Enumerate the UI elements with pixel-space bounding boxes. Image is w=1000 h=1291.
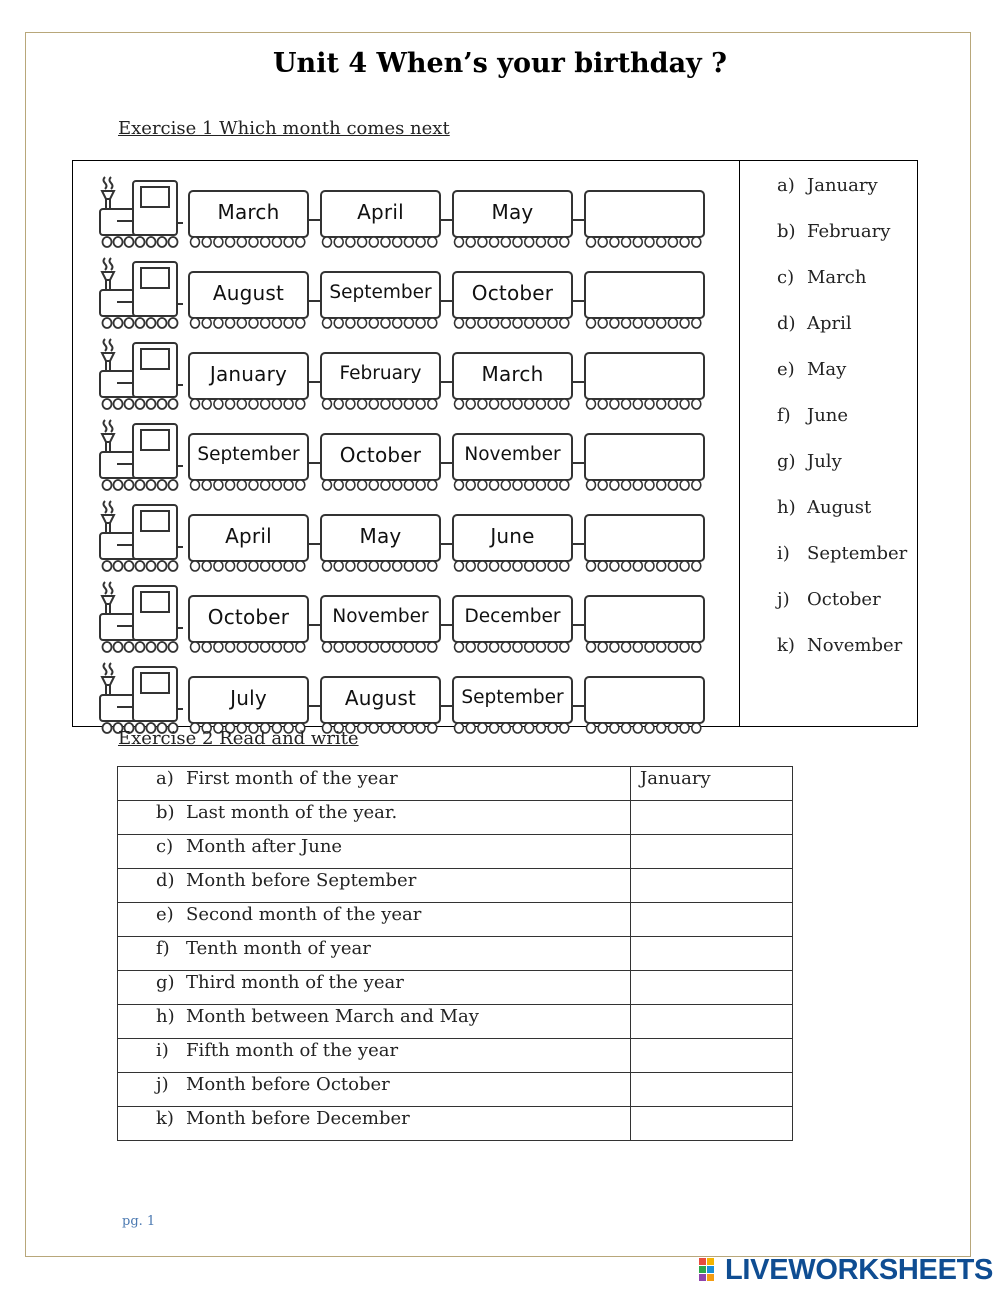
wagon-label: October xyxy=(207,605,290,629)
train-row xyxy=(97,499,717,563)
train-engine-icon xyxy=(97,418,183,494)
wagon-coupler xyxy=(573,624,585,626)
question-letter: i) xyxy=(156,1040,169,1061)
month-wagon xyxy=(320,676,441,724)
question-text: Month before December xyxy=(186,1108,410,1129)
month-option xyxy=(777,589,907,635)
option-text: April xyxy=(807,313,852,334)
month-option xyxy=(777,313,907,359)
answer-cell[interactable] xyxy=(631,903,793,937)
wagon-wheels-icon xyxy=(584,723,705,735)
brand-footer[interactable] xyxy=(698,1252,993,1288)
wagon-wheels-icon xyxy=(584,561,705,573)
train-engine-icon xyxy=(97,256,183,332)
month-wagon xyxy=(188,271,309,319)
month-option xyxy=(777,267,907,313)
answer-wagon[interactable] xyxy=(584,595,705,643)
option-letter: d) xyxy=(777,313,796,334)
answer-cell[interactable] xyxy=(631,1039,793,1073)
wagon-wheels-icon xyxy=(452,561,573,573)
month-wagon xyxy=(188,514,309,562)
wagon-coupler xyxy=(441,624,453,626)
wagon-wheels-icon xyxy=(188,480,309,492)
liveworksheets-logo-icon xyxy=(698,1256,722,1284)
wagon-wheels-icon xyxy=(584,237,705,249)
wagon-label: August xyxy=(212,281,285,305)
wagon-wheels-icon xyxy=(452,237,573,249)
question-cell xyxy=(118,1005,631,1039)
table-row xyxy=(118,1073,793,1107)
wagon-coupler xyxy=(573,381,585,383)
wagon-wheels-icon xyxy=(320,318,441,330)
wagon-label: August xyxy=(344,686,417,710)
wagon-label: April xyxy=(357,200,404,224)
month-option xyxy=(777,405,907,451)
train-row xyxy=(97,337,717,401)
answer-wagon[interactable] xyxy=(584,190,705,238)
question-text: Month before September xyxy=(186,870,417,891)
answer-wagon[interactable] xyxy=(584,676,705,724)
wagon-wheels-icon xyxy=(452,480,573,492)
wagon-coupler xyxy=(573,219,585,221)
train-row xyxy=(97,175,717,239)
wagon-wheels-icon xyxy=(584,399,705,411)
table-row xyxy=(118,869,793,903)
brand-name: LIVEWORKSHEETS xyxy=(725,1253,994,1286)
question-cell xyxy=(118,1073,631,1107)
wagon-label: February xyxy=(339,363,422,384)
train-engine-icon xyxy=(97,499,183,575)
question-cell xyxy=(118,767,631,801)
answer-cell[interactable] xyxy=(631,1005,793,1039)
option-letter: i) xyxy=(777,543,790,564)
option-text: July xyxy=(807,451,842,472)
wagon-wheels-icon xyxy=(320,480,441,492)
month-option xyxy=(777,451,907,497)
option-text: August xyxy=(807,497,872,518)
wagon-wheels-icon xyxy=(188,561,309,573)
month-option xyxy=(777,497,907,543)
option-letter: j) xyxy=(777,589,790,610)
wagon-wheels-icon xyxy=(584,318,705,330)
wagon-label: September xyxy=(461,687,564,708)
train-row xyxy=(97,661,717,725)
answer-cell[interactable] xyxy=(631,937,793,971)
wagon-wheels-icon xyxy=(188,399,309,411)
option-letter: c) xyxy=(777,267,795,288)
wagon-wheels-icon xyxy=(320,237,441,249)
wagon-label: October xyxy=(471,281,554,305)
wagon-coupler xyxy=(441,462,453,464)
wagon-coupler xyxy=(441,705,453,707)
train-row xyxy=(97,418,717,482)
month-wagon xyxy=(452,514,573,562)
wagon-coupler xyxy=(573,543,585,545)
option-letter: a) xyxy=(777,175,795,196)
table-row xyxy=(118,971,793,1005)
question-letter: e) xyxy=(156,904,174,925)
table-row xyxy=(118,903,793,937)
month-wagon xyxy=(452,271,573,319)
wagon-label: September xyxy=(329,282,432,303)
answer-wagon[interactable] xyxy=(584,271,705,319)
wagon-wheels-icon xyxy=(452,723,573,735)
month-wagon xyxy=(188,433,309,481)
wagon-label: May xyxy=(359,524,402,548)
wagon-coupler xyxy=(309,462,321,464)
answer-cell[interactable] xyxy=(631,1073,793,1107)
month-wagon xyxy=(320,352,441,400)
option-letter: h) xyxy=(777,497,796,518)
exercise1-heading: Exercise 1 Which month comes next xyxy=(118,118,450,139)
question-text: Third month of the year xyxy=(186,972,404,993)
month-option xyxy=(777,175,907,221)
exercise2-table xyxy=(117,766,793,1141)
wagon-coupler xyxy=(309,219,321,221)
wagon-wheels-icon xyxy=(452,318,573,330)
wagon-label: November xyxy=(464,444,561,465)
table-row xyxy=(118,767,793,801)
month-wagon xyxy=(320,433,441,481)
page-title: Unit 4 When’s your birthday ? xyxy=(273,48,727,79)
wagon-coupler xyxy=(441,219,453,221)
question-cell xyxy=(118,1039,631,1073)
option-text: March xyxy=(807,267,867,288)
wagon-wheels-icon xyxy=(452,399,573,411)
question-letter: d) xyxy=(156,870,175,891)
wagon-wheels-icon xyxy=(188,318,309,330)
question-text: First month of the year xyxy=(186,768,398,789)
option-text: June xyxy=(807,405,849,426)
month-wagon xyxy=(188,352,309,400)
question-text: Second month of the year xyxy=(186,904,422,925)
month-wagon xyxy=(452,352,573,400)
train-engine-icon xyxy=(97,580,183,656)
month-options-list xyxy=(777,175,907,681)
wagon-label: June xyxy=(490,524,535,548)
table-row xyxy=(118,1107,793,1141)
wagon-label: May xyxy=(491,200,534,224)
question-text: Last month of the year. xyxy=(186,802,398,823)
month-wagon xyxy=(452,433,573,481)
month-wagon xyxy=(452,190,573,238)
question-text: Tenth month of year xyxy=(186,938,371,959)
exercise1-divider xyxy=(739,161,740,726)
wagon-label: July xyxy=(230,686,267,710)
answer-cell[interactable] xyxy=(631,835,793,869)
question-cell xyxy=(118,801,631,835)
page-number: pg. 1 xyxy=(122,1214,156,1229)
month-option xyxy=(777,359,907,405)
month-wagon xyxy=(320,514,441,562)
answer-cell[interactable] xyxy=(631,801,793,835)
question-letter: f) xyxy=(156,938,170,959)
wagon-coupler xyxy=(309,543,321,545)
month-wagon xyxy=(188,595,309,643)
wagon-wheels-icon xyxy=(584,642,705,654)
question-cell xyxy=(118,937,631,971)
wagon-coupler xyxy=(441,300,453,302)
answer-wagon[interactable] xyxy=(584,514,705,562)
option-text: November xyxy=(807,635,903,656)
wagon-label: December xyxy=(464,606,561,627)
question-letter: b) xyxy=(156,802,175,823)
train-engine-icon xyxy=(97,337,183,413)
wagon-wheels-icon xyxy=(188,642,309,654)
wagon-label: November xyxy=(332,606,429,627)
answer-cell[interactable] xyxy=(631,767,793,801)
month-option xyxy=(777,635,907,681)
answer-text: January xyxy=(640,768,711,789)
wagon-wheels-icon xyxy=(320,561,441,573)
option-text: February xyxy=(807,221,891,242)
wagon-wheels-icon xyxy=(452,642,573,654)
train-engine-icon xyxy=(97,661,183,737)
table-row xyxy=(118,937,793,971)
exercise1-box xyxy=(72,160,918,727)
question-letter: c) xyxy=(156,836,174,857)
table-row xyxy=(118,1039,793,1073)
month-wagon xyxy=(452,595,573,643)
option-letter: g) xyxy=(777,451,796,472)
wagon-label: September xyxy=(197,444,300,465)
train-row xyxy=(97,580,717,644)
answer-cell[interactable] xyxy=(631,869,793,903)
question-letter: h) xyxy=(156,1006,175,1027)
wagon-coupler xyxy=(573,705,585,707)
wagon-label: October xyxy=(339,443,422,467)
wagon-coupler xyxy=(309,381,321,383)
question-cell xyxy=(118,903,631,937)
question-letter: k) xyxy=(156,1108,174,1129)
month-option xyxy=(777,221,907,267)
train-engine-icon xyxy=(97,175,183,251)
wagon-coupler xyxy=(441,381,453,383)
wagon-coupler xyxy=(573,300,585,302)
option-text: May xyxy=(807,359,847,380)
answer-cell[interactable] xyxy=(631,971,793,1005)
month-wagon xyxy=(320,271,441,319)
month-wagon xyxy=(188,676,309,724)
question-cell xyxy=(118,835,631,869)
option-text: October xyxy=(807,589,881,610)
train-row xyxy=(97,256,717,320)
question-letter: g) xyxy=(156,972,175,993)
option-letter: e) xyxy=(777,359,795,380)
wagon-coupler xyxy=(309,624,321,626)
question-cell xyxy=(118,971,631,1005)
question-text: Fifth month of the year xyxy=(186,1040,399,1061)
wagon-label: March xyxy=(217,200,280,224)
table-row xyxy=(118,835,793,869)
wagon-wheels-icon xyxy=(188,237,309,249)
month-wagon xyxy=(320,190,441,238)
month-wagon xyxy=(320,595,441,643)
answer-wagon[interactable] xyxy=(584,352,705,400)
option-letter: b) xyxy=(777,221,796,242)
question-text: Month before October xyxy=(186,1074,390,1095)
wagon-label: April xyxy=(225,524,272,548)
month-option xyxy=(777,543,907,589)
question-text: Month between March and May xyxy=(186,1006,479,1027)
wagon-wheels-icon xyxy=(320,642,441,654)
wagon-coupler xyxy=(441,543,453,545)
option-text: September xyxy=(807,543,908,564)
answer-wagon[interactable] xyxy=(584,433,705,481)
wagon-coupler xyxy=(573,462,585,464)
question-cell xyxy=(118,869,631,903)
answer-cell[interactable] xyxy=(631,1107,793,1141)
month-wagon xyxy=(452,676,573,724)
wagon-label: March xyxy=(481,362,544,386)
option-letter: k) xyxy=(777,635,795,656)
question-letter: a) xyxy=(156,768,174,789)
wagon-wheels-icon xyxy=(320,399,441,411)
wagon-wheels-icon xyxy=(584,480,705,492)
question-cell xyxy=(118,1107,631,1141)
table-row xyxy=(118,801,793,835)
wagon-coupler xyxy=(309,300,321,302)
month-wagon xyxy=(188,190,309,238)
wagon-label: January xyxy=(209,362,288,386)
wagon-coupler xyxy=(309,705,321,707)
table-row xyxy=(118,1005,793,1039)
question-text: Month after June xyxy=(186,836,343,857)
exercise2-heading: Exercise 2 Read and write xyxy=(118,728,359,749)
option-text: January xyxy=(807,175,878,196)
option-letter: f) xyxy=(777,405,791,426)
question-letter: j) xyxy=(156,1074,169,1095)
